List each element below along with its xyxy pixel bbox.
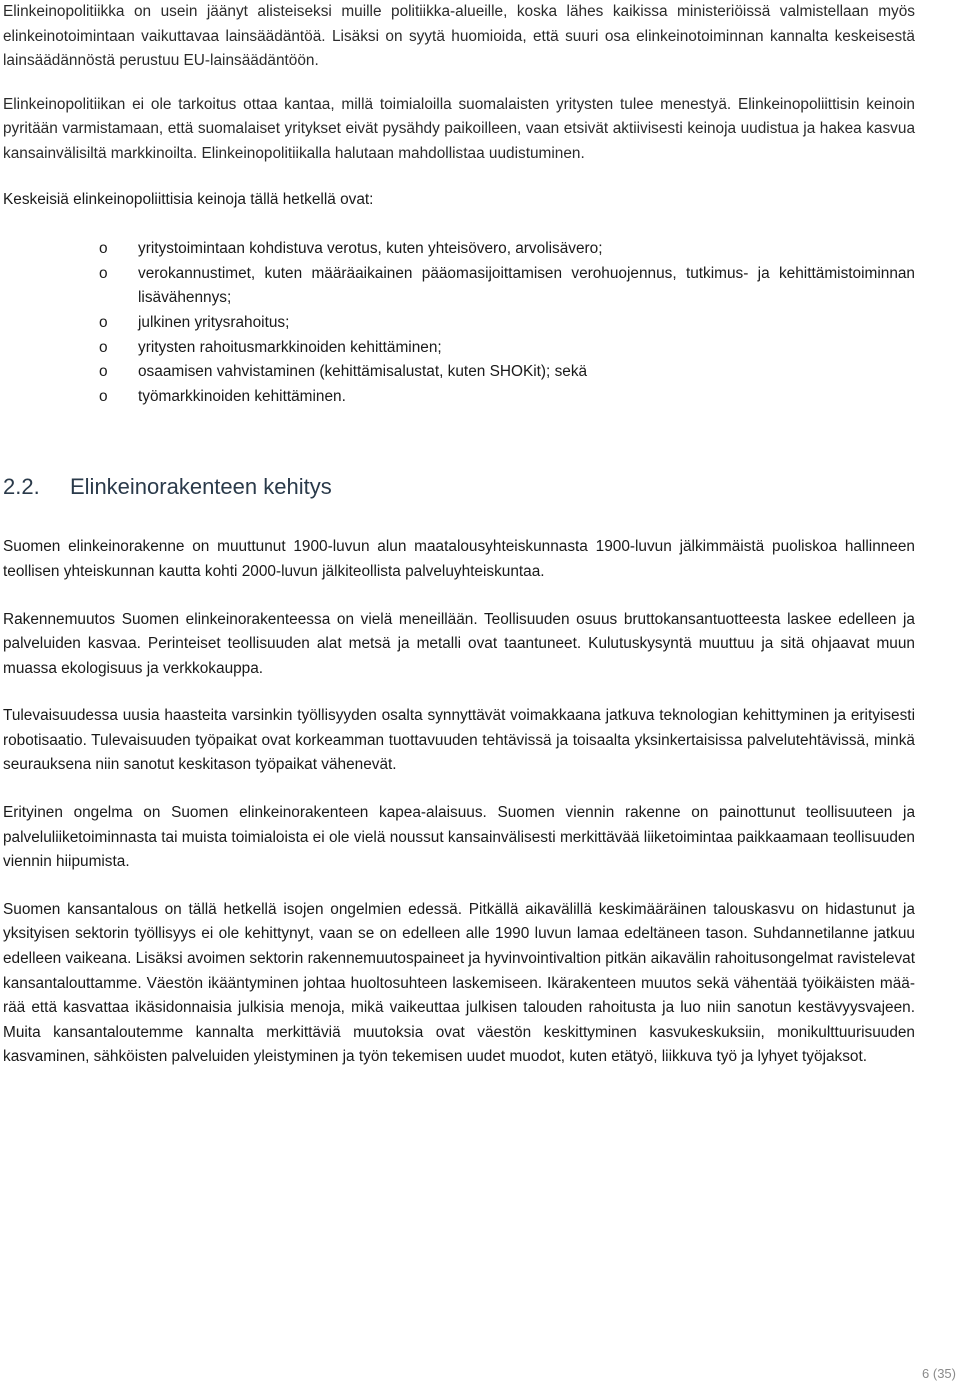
list-item bbox=[3, 385, 915, 410]
bullet-marker: o bbox=[99, 387, 108, 405]
list-item bbox=[3, 262, 915, 311]
list-item-text: työmarkkinoiden kehittäminen. bbox=[138, 387, 346, 405]
paragraph-section-2: Rakennemuutos Suomen elinkeinorakenteessa on vielä meneillään. Teollisuuden osuus bruttokansantuotteesta laskee edelleen ja palveluiden kasvaa. Perinteiset teollisuuden alat metsä ja metalli ovat taantuneet. Kulutuskysyntä muuttuu ja sitä ohjaavat muun muassa ekologisuus ja verkkokauppa. bbox=[3, 610, 915, 677]
list-item bbox=[3, 237, 915, 262]
section-number: 2.2. bbox=[3, 474, 40, 500]
paragraph-section-1: Suomen elinkeinorakenne on muuttunut 1900-luvun alun maatalousyhteiskunnasta 1900-luvun jälkimmäistä puoliskoa hallinneen teollisen yhteiskunnan kautta kohti 2000-luvun jälkiteollista palveluyhteiskuntaa. bbox=[3, 538, 915, 580]
bullet-marker: o bbox=[99, 363, 108, 381]
list-item-text: verokannustimet, kuten määräaikainen pääomasijoittamisen verohuojennus, tutkimus- ja kehittämistoiminnan lisävähennys; bbox=[138, 264, 915, 307]
list-item-text: osaamisen vahvistaminen (kehittämisalustat, kuten SHOKit); sekä bbox=[138, 363, 588, 381]
section-heading bbox=[3, 472, 915, 502]
list-item-text: yritysten rahoitusmarkkinoiden kehittäminen; bbox=[138, 338, 442, 356]
bullet-marker: o bbox=[99, 240, 108, 258]
list-item bbox=[3, 336, 915, 361]
paragraph-section-4: Erityinen ongelma on Suomen elinkeinorakenteen kapea-alaisuus. Suomen viennin rakenne on painottunut teollisuuteen ja palveluliiketoiminnasta tai muista toimialoista ei ole vielä noussut kansainvälisesti merkittävää liiketoimintaa paikkaamaan teollisuuden viennin hiipumista. bbox=[3, 804, 915, 871]
list-item-text: julkinen yritysrahoitus; bbox=[138, 313, 290, 331]
list-item-text: yritystoimintaan kohdistuva verotus, kuten yhteisövero, arvolisävero; bbox=[138, 240, 603, 258]
page-number: 6 (35) bbox=[922, 1366, 956, 1381]
document-page bbox=[3, 0, 915, 1070]
policy-tools-list bbox=[3, 237, 915, 409]
paragraph-section-3: Tulevaisuudessa uusia haasteita varsinkin työllisyyden osalta synnyttävät voimakkaana jatkuva teknologian kehittyminen ja erityisesti robotisaatio. Tulevaisuuden työpaikat ovat korkeamman tuottavuuden tehtävissä ja toisaalta yksinkertaisissa palvelutehtävissä, minkä seurauksena niin sanotut keskitason työpaikat vähenevät. bbox=[3, 707, 915, 774]
section-title: Elinkeinorakenteen kehitys bbox=[70, 474, 332, 500]
bullet-marker: o bbox=[99, 264, 108, 282]
paragraph-list-intro: Keskeisiä elinkeinopoliittisia keinoja tällä hetkellä ovat: bbox=[3, 190, 374, 208]
bullet-marker: o bbox=[99, 338, 108, 356]
paragraph-section-5: Suomen kansantalous on tällä hetkellä isojen ongelmien edessä. Pitkällä aikavälillä keskimääräinen talouskasvu on hidastunut ja yksityisen sektorin työllisyys ei ole kehittynyt, vaan se on edelleen alle 1990 luvun lamaa edeltäneen tason. Suhdannetilanne jatkuu edelleen vaikeana. Lisäksi avoimen sektorin rakennemuutospaineet ja hyvinvointivaltion pitkän aikavälin rahoitusongelmat ravistelevat kansantalouttamme. Väestön ikääntyminen johtaa huoltosuhteen laskemiseen. Ikärakenteen muutos sekä vähentää työikäisten määrää että kasvattaa ikäsidonnaisia julkisia menoja, mikä vaikeuttaa julkisen talouden rahoitusta ja luo niin sanotun kestävyysvajeen. Muita kansantaloutemme kannalta merkittäviä muutoksia ovat väestön keskittyminen kasvukeskuksiin, monikulttuurisuuden kasvaminen, sähköisten palveluiden yleistyminen ja työn tekemisen uudet muodot, kuten etätyö, liikkuva työ ja lyhyet työjaksot. bbox=[3, 900, 915, 1066]
paragraph-intro-2: Elinkeinopolitiikan ei ole tarkoitus ottaa kantaa, millä toimialoilla suomalaisten yritysten tulee menestyä. Elinkeinopoliittisin keinoin pyritään varmistamaan, että suomalaiset yritykset eivät pysähdy paikoilleen, vaan etsivät aktiivisesti keinoja uudistua ja hakea kasvua kansainvälisiltä markkinoilta. Elinkeinopolitiikalla halutaan mahdollistaa uudistuminen. bbox=[3, 95, 915, 162]
list-item bbox=[3, 360, 915, 385]
paragraph-intro-1: Elinkeinopolitiikka on usein jäänyt alisteiseksi muille politiikka-alueille, koska lähes kaikissa ministeriöissä valmistellaan myös elinkeinotoimintaan vaikuttavaa lainsäädäntöä. Lisäksi on syytä huomioida, että suuri osa elinkeinotoiminnan kannalta keskeisestä lainsäädännöstä perustuu EU-lainsäädäntöön. bbox=[3, 3, 915, 70]
list-item bbox=[3, 311, 915, 336]
bullet-marker: o bbox=[99, 313, 108, 331]
